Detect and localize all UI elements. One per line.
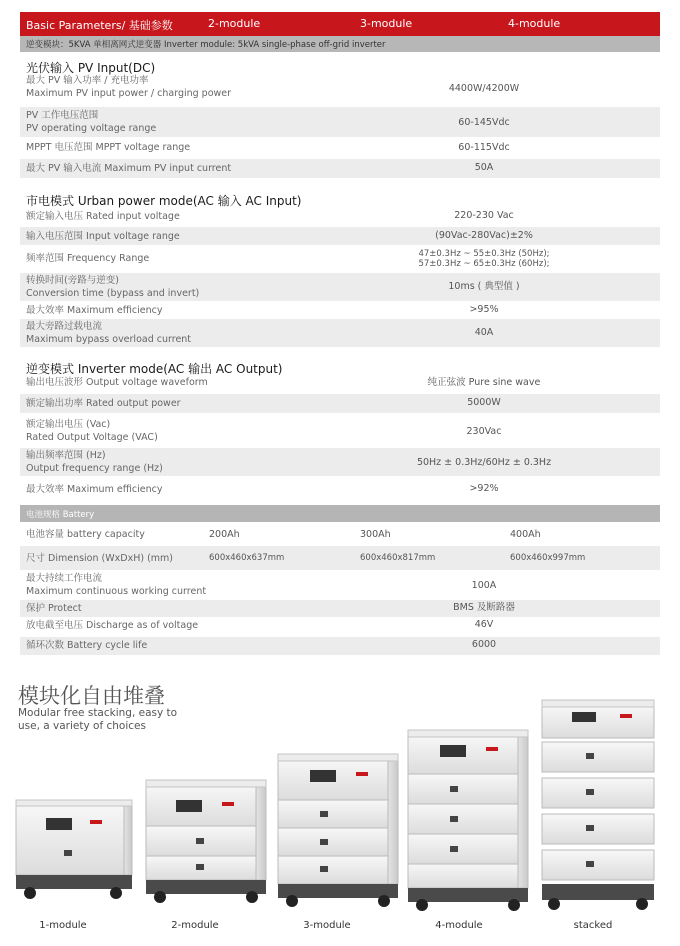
row-label: 最大 PV 输入电流 Maximum PV input current (26, 163, 232, 174)
product-4-module (408, 730, 528, 911)
row-value-60hz: 57±0.3Hz ~ 65±0.3Hz (60Hz); (418, 259, 550, 269)
row-value: 50A (474, 162, 494, 173)
row-label-cn: PV 工作电压范围 (26, 110, 99, 121)
inv-section-title: 逆变模式 Inverter mode(AC 输出 AC Output) (26, 362, 283, 376)
row-value: 10ms ( 典型值 ) (448, 281, 520, 292)
row-value: (90Vac-280Vac)±2% (435, 230, 533, 241)
row-label-cn: 最大持续工作电流 (26, 573, 103, 584)
row-value: 60-115Vdc (458, 142, 510, 153)
row-label: 最大效率 Maximum efficiency (26, 305, 163, 316)
row-label: 额定输出功率 Rated output power (26, 398, 181, 409)
row-label-en: Rated Output Voltage (VAC) (26, 432, 158, 443)
row-label: 电池容量 battery capacity (26, 529, 145, 540)
row-label-en: Maximum continuous working current (26, 586, 207, 597)
row-label: 输出电压波形 Output voltage waveform (26, 377, 208, 388)
header-4-module: 4-module (508, 17, 561, 30)
dimension-4-module: 600x460x997mm (510, 553, 586, 563)
row-label-cn: 转换时间(旁路与逆变) (26, 275, 119, 286)
row-value: 220-230 Vac (454, 210, 514, 221)
row-label: 保护 Protect (26, 603, 82, 614)
capacity-2-module: 200Ah (209, 529, 240, 540)
row-label-en: Maximum PV input power / charging power (26, 88, 232, 99)
row-label: MPPT 电压范围 MPPT voltage range (26, 142, 191, 153)
product-stacked (542, 700, 654, 910)
caption-2-module: 2-module (171, 920, 219, 931)
row-value: 100A (471, 580, 497, 591)
row-value: >92% (469, 483, 499, 494)
product-2-module (146, 780, 266, 903)
row-label: 额定输入电压 Rated input voltage (26, 211, 180, 222)
row-label-cn: 最大 PV 输入功率 / 充电功率 (26, 75, 149, 86)
row-label-en: Maximum bypass overload current (26, 334, 192, 345)
capacity-4-module: 400Ah (510, 529, 541, 540)
header-basic-params: Basic Parameters/ 基础参数 (26, 19, 173, 32)
row-label: 最大效率 Maximum efficiency (26, 484, 163, 495)
row-value-50hz: 47±0.3Hz ~ 55±0.3Hz (50Hz); (418, 249, 550, 259)
row-value: 60-145Vdc (458, 117, 510, 128)
dimension-2-module: 600x460x637mm (209, 553, 285, 563)
battery-section-title: 电池规格 Battery (26, 510, 95, 520)
row-label-en: Conversion time (bypass and invert) (26, 288, 200, 299)
row-label-en: PV operating voltage range (26, 123, 157, 134)
row-value: 46V (474, 619, 494, 630)
row-label: 输入电压范围 Input voltage range (26, 231, 180, 242)
stacking-title: 模块化自由堆叠 (18, 684, 165, 708)
row-label-en: Output frequency range (Hz) (26, 463, 163, 474)
inverter-note-text: 逆变模块：5KVA 单相离网式逆变器 Inverter module: 5kVA single-phase off-grid inverter (26, 40, 386, 50)
caption-3-module: 3-module (303, 920, 351, 931)
dimension-3-module: 600x460x817mm (360, 553, 436, 563)
pv-section-title: 光伏输入 PV Input(DC) (26, 61, 156, 75)
row-value: 5000W (467, 397, 501, 408)
stacking-subtitle: Modular free stacking, easy to use, a variety of choices (18, 707, 178, 732)
row-value: 50Hz ± 0.3Hz/60Hz ± 0.3Hz (416, 457, 552, 468)
row-label: 放电截至电压 Discharge as of voltage (26, 620, 199, 631)
ac-section-title: 市电模式 Urban power mode(AC 输入 AC Input) (26, 194, 302, 208)
row-value: >95% (469, 304, 499, 315)
row-label-cn: 额定输出电压 (Vac) (26, 419, 111, 430)
row-label: 频率范围 Frequency Range (26, 253, 150, 264)
row-value: 6000 (471, 639, 497, 650)
row-value: 纯正弦波 Pure sine wave (427, 377, 541, 388)
caption-4-module: 4-module (435, 920, 483, 931)
row-value: 230Vac (466, 426, 502, 437)
row-value: BMS 及断路器 (453, 602, 515, 613)
header-3-module: 3-module (360, 17, 413, 30)
caption-1-module: 1-module (39, 920, 87, 931)
row-label-cn: 最大旁路过载电流 (26, 321, 103, 332)
product-3-module (278, 754, 398, 907)
caption-stacked: stacked (573, 920, 613, 931)
row-label: 循环次数 Battery cycle life (26, 640, 148, 651)
capacity-3-module: 300Ah (360, 529, 391, 540)
row-value: 40A (474, 327, 494, 338)
row-value: 4400W/4200W (448, 83, 520, 94)
row-label-cn: 输出频率范围 (Hz) (26, 450, 106, 461)
header-2-module: 2-module (208, 17, 261, 30)
row-label: 尺寸 Dimension (WxDxH) (mm) (26, 553, 173, 564)
product-1-module (16, 800, 132, 899)
